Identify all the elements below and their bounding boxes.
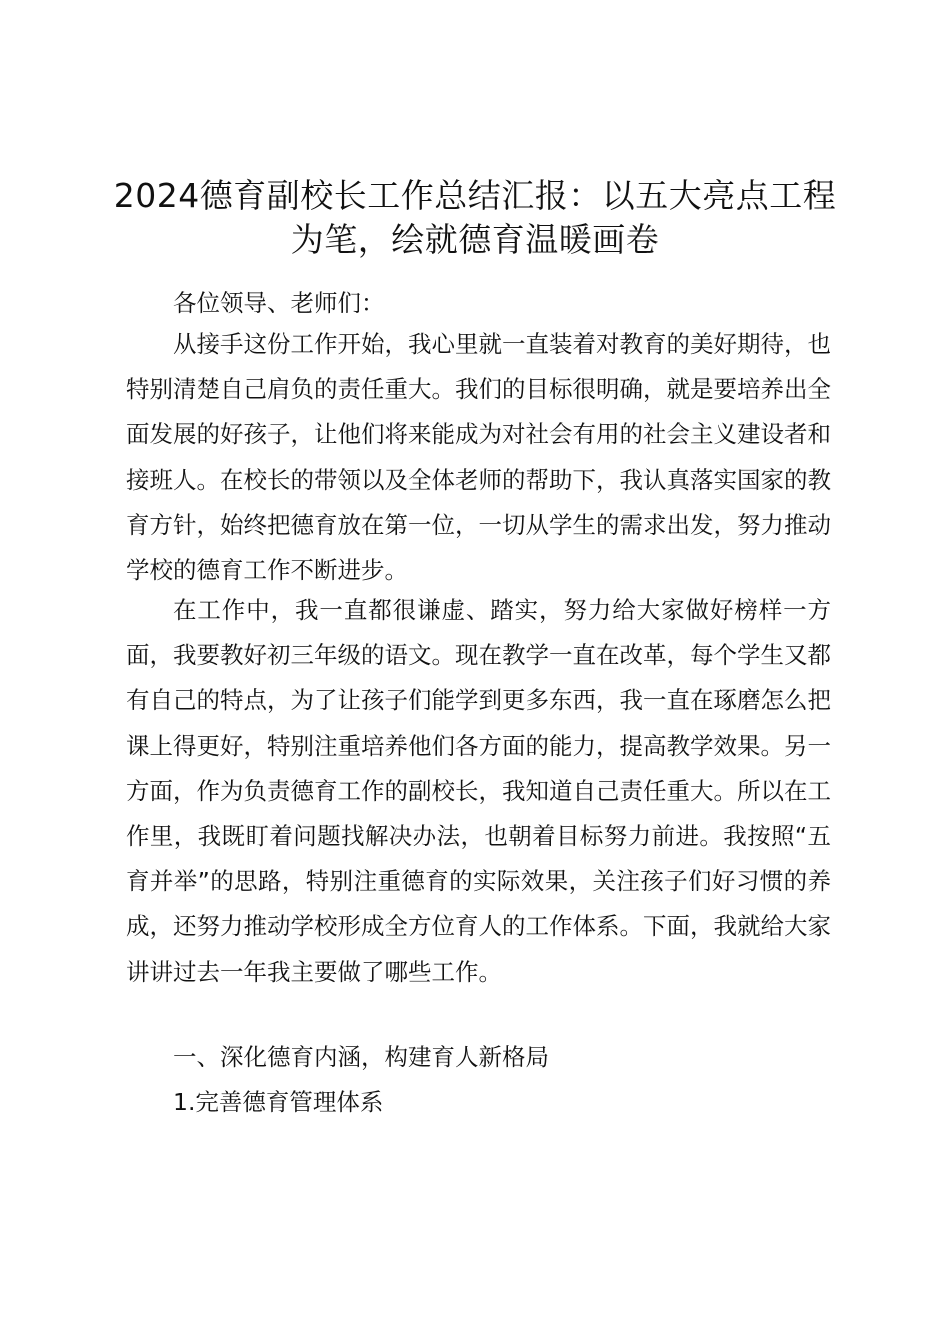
paragraph-intro: 从接手这份工作开始，我心里就一直装着对教育的美好期待，也特别清楚自己肩负的责任重大。我们的目标很明确，就是要培养出全面发展的好孩子，让他们将来能成为对社会有用的社会主义建设者和接班人。在校长的带领以及全体老师的帮助下，我认真落实国家的教育方针，始终把德育放在第一位，一切从学生的需求出发，努力推动学校的德育工作不断进步。 xyxy=(126,330,831,585)
section-heading: 一、深化德育内涵，构建育人新格局 xyxy=(173,1043,549,1071)
paragraph-work: 在工作中，我一直都很谦虚、踏实，努力给大家做好榜样一方面，我要教好初三年级的语文。现在教学一直在改革，每个学生又都有自己的特点，为了让孩子们能学到更多东西，我一直在琢磨怎么把课上得更好，特别注重培养他们各方面的能力，提高教学效果。另一方面，作为负责德育工作的副校长，我知道自己责任重大。所以在工作里，我既盯着问题找解决办法，也朝着目标努力前进。我按照“五育并举”的思路，特别注重德育的实际效果，关注孩子们好习惯的养成，还努力推动学校形成全方位育人的工作体系。下面，我就给大家讲讲过去一年我主要做了哪些工作。 xyxy=(126,596,831,986)
document-title: 2024德育副校长工作总结汇报：以五大亮点工程为笔，绘就德育温暖画卷 xyxy=(113,176,837,259)
subsection-heading: 1.完善德育管理体系 xyxy=(173,1088,384,1116)
greeting: 各位领导、老师们： xyxy=(173,289,385,317)
